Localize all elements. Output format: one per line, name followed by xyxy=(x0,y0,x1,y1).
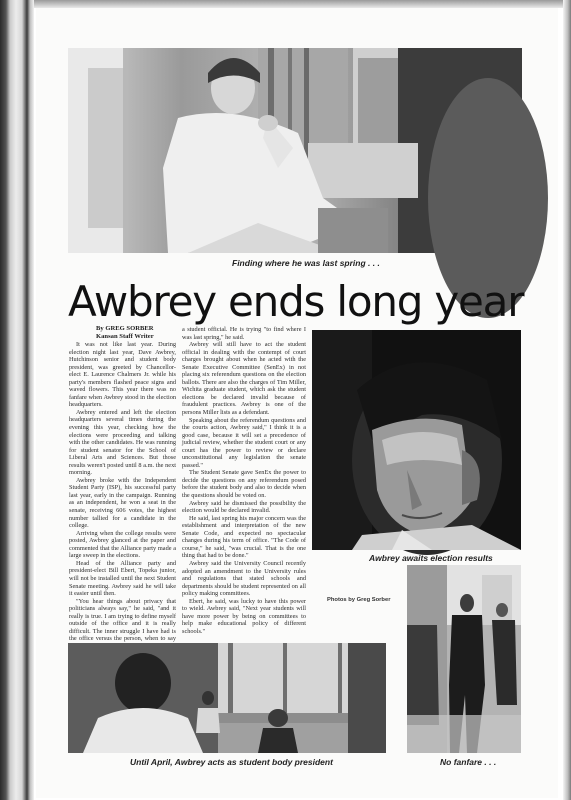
byline xyxy=(96,325,154,341)
byline-role: Kansan Staff Writer xyxy=(96,333,154,340)
portrait-caption: Awbrey awaits election results xyxy=(369,553,493,563)
top-photo xyxy=(68,48,522,253)
article-paragraph: The Student Senate gave SenEx the power to decide the questions on any referendum posed before the student body and also to decide when the questions should be voted on. xyxy=(182,469,306,500)
article-paragraph: Arriving when the college results were posted, Awbrey glanced at the paper and commented that the Alliance party made a large sweep in the elections. xyxy=(69,529,176,560)
article-paragraph: Awbrey will still have to act the student official in dealing with the contempt of court charges brought about when he acted with the Senate Executive Committee (SenEx) in not placing six referendum questions on the election ballots. There are also the charges of Tim Miller, Wichita graduate student, which ask the student elections be declared invalid because of fraudulent practices. Awbrey is one of the persons Miller lists as a defendant. xyxy=(182,341,306,417)
bottom-left-photo xyxy=(68,643,386,753)
bottom-left-caption: Until April, Awbrey acts as student body president xyxy=(130,757,333,767)
article-column-2 xyxy=(182,326,306,636)
byline-author: By GREG SORBER xyxy=(96,325,154,332)
article-paragraph: "You hear things about privacy that politicians always say," he said, "and it really is true. I am trying to define myself outside of the office and it is really difficult. The inner struggle I have had is the office versus the person, when to say xyxy=(69,597,176,643)
article-paragraph: Ebert, he said, was lucky to have this power to wield. Awbrey said, "Next year students will have more power by being on committees to help make educational policy of different schools." xyxy=(182,597,306,635)
page-edge-right xyxy=(563,0,571,800)
article-paragraph: Awbrey broke with the Independent Student Party (ISP), his successful party last year, early in the campaign. Running as an independent, he won a seat in the senate, receiving 606 votes, the highest number tallied for a candidate in the college. xyxy=(69,476,176,530)
page-edge-top xyxy=(34,0,563,8)
article-paragraph: Awbrey entered and left the election headquarters several times during the evening this year, checking how the elections were proceeding and talking with the other candidates. He was running for student senator for the School of Liberal Arts and Sciences. But those results weren't posted until 8 a.m. the next morning. xyxy=(69,408,176,477)
bottom-right-caption: No fanfare . . . xyxy=(440,757,497,767)
portrait-photo-image xyxy=(312,330,521,550)
article-paragraph: Awbrey said the University Council recently adopted an amendment to the University rules and regulations that stated schools and departments should be student represented on all policy making committees. xyxy=(182,559,306,598)
article-paragraph: Speaking about the referendum questions and the courts action, Awbrey said," I think it is a good case, because it will set a precedence of judicial review, whether the student court or any court has the power to review or declare unconstitutional any legislation the senate passed." xyxy=(182,416,306,469)
article-paragraph: He said, last spring his major concern was the establishment and interpretation of the new Senate Code, and expected no spectacular changes during his term of office. "The Code of course," he said, "was crucial. That is the one thing that had to be done." xyxy=(182,514,306,560)
photo-credit: Photos by Greg Sorber xyxy=(327,597,391,603)
top-photo-image xyxy=(68,48,522,253)
article-paragraph: a student official. He is trying "to find where I was last spring," he said. xyxy=(182,326,306,341)
article-paragraph: It was not like last year. During election night last year, Dave Awbrey, Hutchinson senior and student body president, was greeted by Chancellor-elect E. Laurence Chalmers Jr. while his party's members flashed peace signs and waved flowers. This year there was no fanfare when Awbrey stood in the election headquarters. xyxy=(69,341,176,409)
article-paragraph: Head of the Alliance party and president-elect Bill Ebert, Topeka junior, will not be installed until the next Student Senate meeting. Awbrey said he will take it easier until then. xyxy=(69,559,176,598)
binding-edge-left xyxy=(0,0,34,800)
top-photo-caption: Finding where he was last spring . . . xyxy=(232,258,380,268)
headline: Awbrey ends long year xyxy=(68,277,524,326)
article-column-1 xyxy=(69,341,176,643)
bottom-left-photo-image xyxy=(68,643,386,753)
bottom-right-photo xyxy=(407,565,521,753)
article-paragraph: Awbrey said he dismissed the possibility the election would be declared invalid. xyxy=(182,499,306,515)
bottom-right-photo-image xyxy=(407,565,521,753)
portrait-photo xyxy=(312,330,521,550)
